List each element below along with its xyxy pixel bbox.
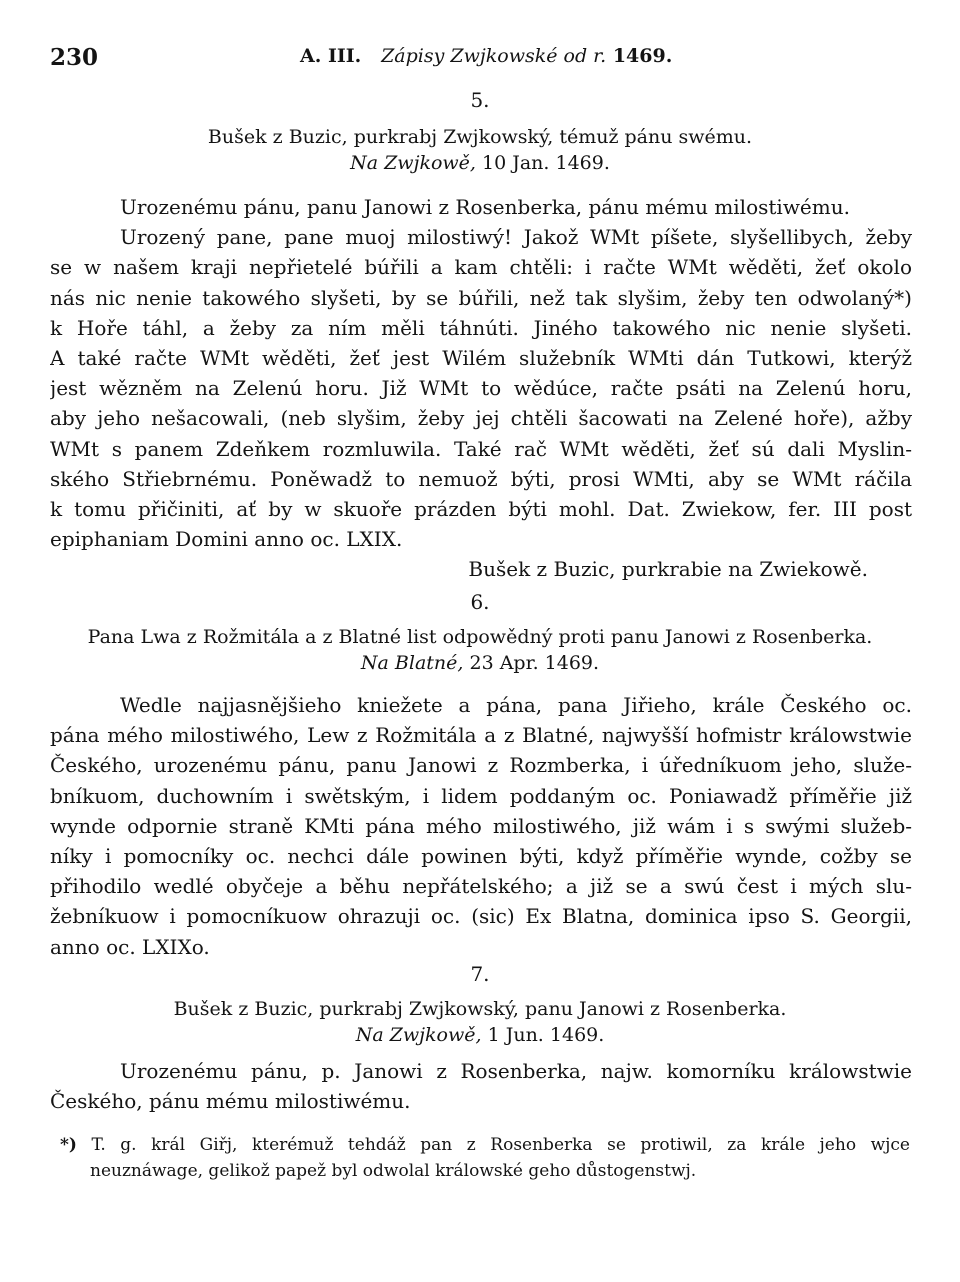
letter-title: Pana Lwa z Rožmitála a z Blatné list odpowědný proti panu Janowi z Rosenberka. xyxy=(87,626,873,648)
letter-title: Bušek z Buzic, purkrabj Zwjkowský, témuž pánu swému. xyxy=(207,126,753,148)
text-line: žebníkuow i pomocníkuow ohrazuji oc. (sic) Ex Blatna, dominica ipso S. Georgii, xyxy=(50,904,912,929)
text-line: jest wězněm na Zelenú horu. Již WMt to wědúce, račte psáti na Zelenú horu, xyxy=(50,376,912,401)
letter-date: 23 Apr. 1469. xyxy=(469,652,600,674)
letter-body xyxy=(50,192,912,584)
text-line: Urozený pane, pane muoj milostiwý! Jakož WMt píšete, slyšellibych, žeby xyxy=(120,225,912,250)
text-line: epiphaniam Domini anno oc. LXIX. xyxy=(50,527,403,552)
text-line: Wedle najjasnějšieho kniežete a pána, pana Jiřieho, krále Českého oc. xyxy=(120,693,912,717)
letter-dateline xyxy=(361,652,599,674)
letter-date: 1 Jun. 1469. xyxy=(487,1024,605,1046)
text-line: wynde odpornie straně KMti pána mého milostiwého, již wám i s swými služeb- xyxy=(50,813,912,838)
letter-place: Na Zwjkowě, xyxy=(355,1024,482,1046)
letter-number: 5. xyxy=(470,88,490,112)
letter-body xyxy=(50,1056,912,1116)
text-line: k tomu přičiniti, ať by w skuoře prázden býti mohl. Dat. Zwiekow, fer. III post xyxy=(50,496,912,521)
text-line: níky i pomocníky oc. nechci dále powinen býti, když příměřie wynde, cožby se xyxy=(50,843,912,868)
page-number: 230 xyxy=(50,44,99,71)
footnote-line xyxy=(60,1132,910,1158)
letter-number: 7. xyxy=(470,962,490,986)
letter-dateline xyxy=(350,152,610,174)
footnote-mark: *) xyxy=(60,1135,77,1155)
text-line: se w našem kraji nepřietelé búřili a kam chtěli: i račte WMt wěděti, žeť okolo xyxy=(50,255,912,280)
text-line: anno oc. LXIXo. xyxy=(50,934,210,959)
text-line: ského Střiebrnému. Poněwadž to nemuož býti, prosi WMti, aby se WMt ráčila xyxy=(50,466,912,491)
letter-dateline xyxy=(356,1024,605,1046)
letter-signature: Bušek z Buzic, purkrabie na Zwiekowě. xyxy=(468,557,868,582)
text-line: aby jeho nešacowali, (neb slyšim, žeby jej chtěli šacowati na Zelené hoře), ažby xyxy=(50,406,912,431)
letter-heading xyxy=(40,996,920,1048)
letter-title: Bušek z Buzic, purkrabj Zwjkowský, panu Janowi z Rosenberka. xyxy=(173,998,787,1020)
text-line: A také račte WMt wěděti, žeť jest Wilém služebník WMti dán Tutkowi, kterýž xyxy=(50,345,912,370)
page-header xyxy=(50,44,930,74)
letter-body xyxy=(50,690,912,962)
text-line: Urozenému pánu, panu Janowi z Rosenberka, pánu mému milostiwému. xyxy=(120,195,850,219)
letter-place: Na Zwjkowě, xyxy=(350,152,476,174)
text-line: k Hoře táhl, a žeby za ním měli táhnúti. Jiného takowého nic nenie slyšeti. xyxy=(50,315,912,340)
text-line: Českého, urozenému pánu, panu Janowi z Rozmberka, i úředníkuom jeho, služe- xyxy=(50,753,912,778)
text-line: pána mého milostiwého, Lew z Rožmitála a z Blatné, najwyšší hofmistr králowstwie xyxy=(50,723,912,748)
running-head-prefix: A. III. xyxy=(300,45,362,67)
text-line: Českého, pánu mému milostiwému. xyxy=(50,1089,411,1114)
letter-number: 6. xyxy=(470,590,490,614)
letter-date: 10 Jan. 1469. xyxy=(482,152,610,174)
running-head-title: Zápisy Zwjkowské od r. xyxy=(381,45,607,67)
text-line: WMt s panem Zdeňkem rozmluwila. Také rač WMt wěděti, žeť sú dali Myslin- xyxy=(50,436,912,461)
footnote xyxy=(60,1132,910,1184)
running-head-year: 1469. xyxy=(612,45,673,67)
text-line: přihodilo wedlé obyčeje a běhu nepřátelského; a již se a swú čest i mých slu- xyxy=(50,874,912,899)
letter-heading xyxy=(40,624,920,676)
footnote-text: T. g. král Giřj, kterémuž tehdáž pan z Rosenberka se protiwil, za krále jeho wjce xyxy=(91,1135,910,1155)
text-line: bníkuom, duchowním i swětským, i lidem poddaným oc. Poniawadž příměřie již xyxy=(50,783,912,808)
letter-place: Na Blatné, xyxy=(360,652,464,674)
text-line: nás nic nenie takowého slyšeti, by se búřili, než tak slyšim, žeby ten odwolaný*) xyxy=(50,285,912,310)
running-head xyxy=(300,45,672,67)
letter-heading xyxy=(40,124,920,176)
footnote-line: neuznáwage, gelikož papež byl odwolal králowské geho důstogenstwj. xyxy=(90,1161,697,1181)
text-line: Urozenému pánu, p. Janowi z Rosenberka, najw. komorníku králowstwie xyxy=(120,1059,912,1083)
